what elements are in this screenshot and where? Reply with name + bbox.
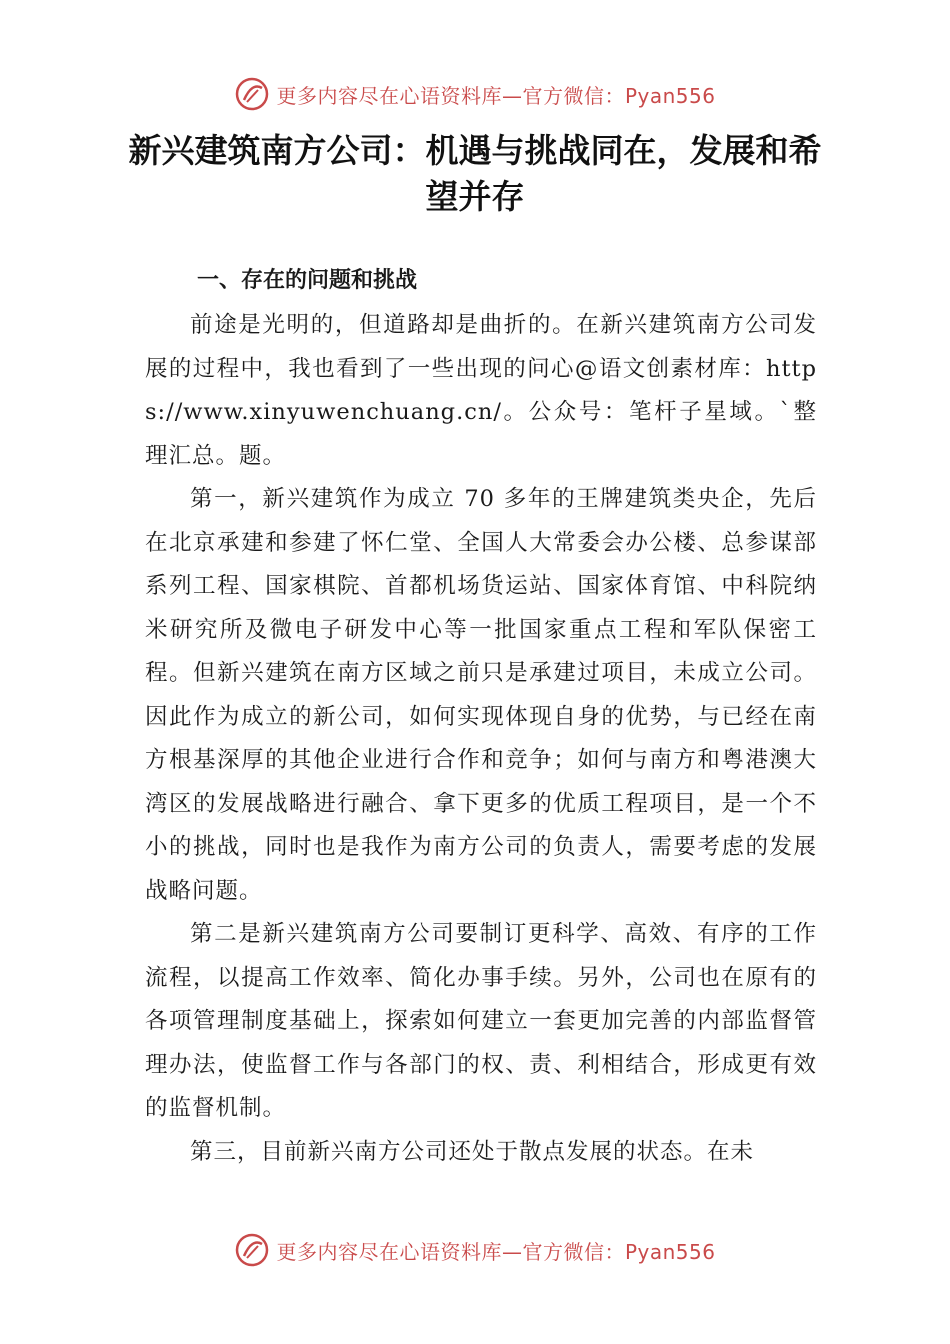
paragraph: 第二是新兴建筑南方公司要制订更科学、高效、有序的工作流程，以提高工作效率、简化办事手续。另外，公司也在原有的各项管理制度基础上，探索如何建立一套更加完善的内部监督管理办法，使监督工作与各部门的权、责、利相结合，形成更有效的监督机制。 <box>145 921 817 1121</box>
body-text <box>145 304 817 1174</box>
paragraph: 第三，目前新兴南方公司还处于散点发展的状态。在未 <box>190 1138 755 1165</box>
watermark-text: 更多内容尽在心语资料库—官方微信：Pyan556 <box>276 83 716 108</box>
paragraph: 前途是光明的，但道路却是曲折的。在新兴建筑南方公司发展的过程中，我也看到了一些出现的问心@语文创素材库：https://www.xinyuwenchuang.cn/。公众号：笔杆子星域。`整理汇总。题。 <box>145 312 817 469</box>
section-heading: 一、存在的问题和挑战 <box>197 268 418 293</box>
logo-icon <box>234 1232 270 1268</box>
paragraph: 第一，新兴建筑作为成立 70 多年的王牌建筑类央企，先后在北京承建和参建了怀仁堂、全国人大常委会办公楼、总参谋部系列工程、国家棋院、首都机场货运站、国家体育馆、中科院纳米研究所及微电子研发中心等一批国家重点工程和军队保密工程。但新兴建筑在南方区域之前只是承建过项目，未成立公司。因此作为成立的新公司，如何实现体现自身的优势，与已经在南方根基深厚的其他企业进行合作和竞争；如何与南方和粤港澳大湾区的发展战略进行融合、拿下更多的优质工程项目，是一个不小的挑战，同时也是我作为南方公司的负责人，需要考虑的发展战略问题。 <box>145 486 817 904</box>
document-title: 新兴建筑南方公司：机遇与挑战同在，发展和希望并存 <box>128 131 822 216</box>
logo-icon <box>234 76 270 112</box>
watermark-footer <box>0 1228 950 1272</box>
watermark-text: 更多内容尽在心语资料库—官方微信：Pyan556 <box>276 1239 716 1264</box>
watermark-header <box>0 72 950 116</box>
